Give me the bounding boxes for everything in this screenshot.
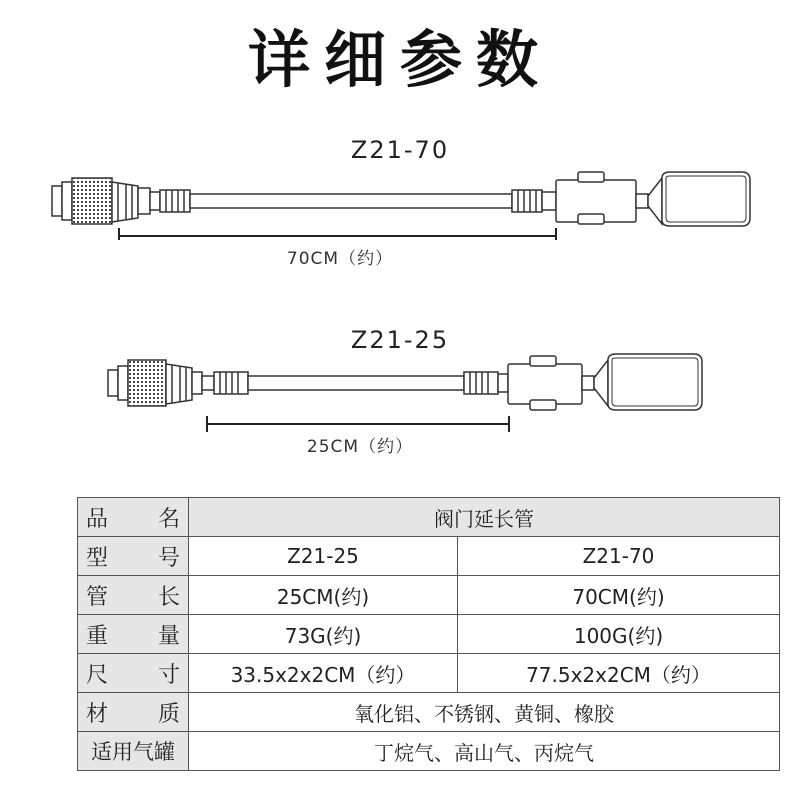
- row-header-size: 尺 寸: [78, 654, 189, 693]
- row-header-material: 材 质: [78, 693, 189, 732]
- model-cell-a: Z21-25: [189, 537, 458, 576]
- table-row: [78, 615, 780, 654]
- weight-cell-a: 73G(约): [189, 615, 458, 654]
- size-cell-b: 77.5x2x2CM（约）: [458, 654, 780, 693]
- table-row: [78, 693, 780, 732]
- table-row: [78, 654, 780, 693]
- extension-hose-70-image: [0, 160, 800, 240]
- model-cell-b: Z21-70: [458, 537, 780, 576]
- dimension-label-25: 25CM（约）: [306, 437, 414, 457]
- dimension-label-70: 70CM（约）: [286, 249, 394, 269]
- page-title: 详细参数: [247, 23, 552, 96]
- spec-table: [77, 497, 780, 771]
- row-header-length: 管 长: [78, 576, 189, 615]
- gas-cell: 丁烷气、高山气、丙烷气: [189, 732, 780, 771]
- table-row: [78, 498, 780, 537]
- row-header-model: 型 号: [78, 537, 189, 576]
- row-header-gas: 适用气罐: [78, 732, 189, 771]
- model-label-z21-70: Z21-70: [350, 136, 450, 164]
- model-label-z21-25: Z21-25: [350, 326, 450, 354]
- product-name-cell: 阀门延长管: [189, 498, 780, 537]
- row-header-name: 品 名: [78, 498, 189, 537]
- material-cell: 氧化铝、不锈钢、黄铜、橡胶: [189, 693, 780, 732]
- row-header-weight: 重 量: [78, 615, 189, 654]
- size-cell-a: 33.5x2x2CM（约）: [189, 654, 458, 693]
- table-row: [78, 732, 780, 771]
- extension-hose-25-image: [0, 352, 800, 436]
- table-row: [78, 576, 780, 615]
- length-cell-b: 70CM(约): [458, 576, 780, 615]
- weight-cell-b: 100G(约): [458, 615, 780, 654]
- length-cell-a: 25CM(约): [189, 576, 458, 615]
- table-row: [78, 537, 780, 576]
